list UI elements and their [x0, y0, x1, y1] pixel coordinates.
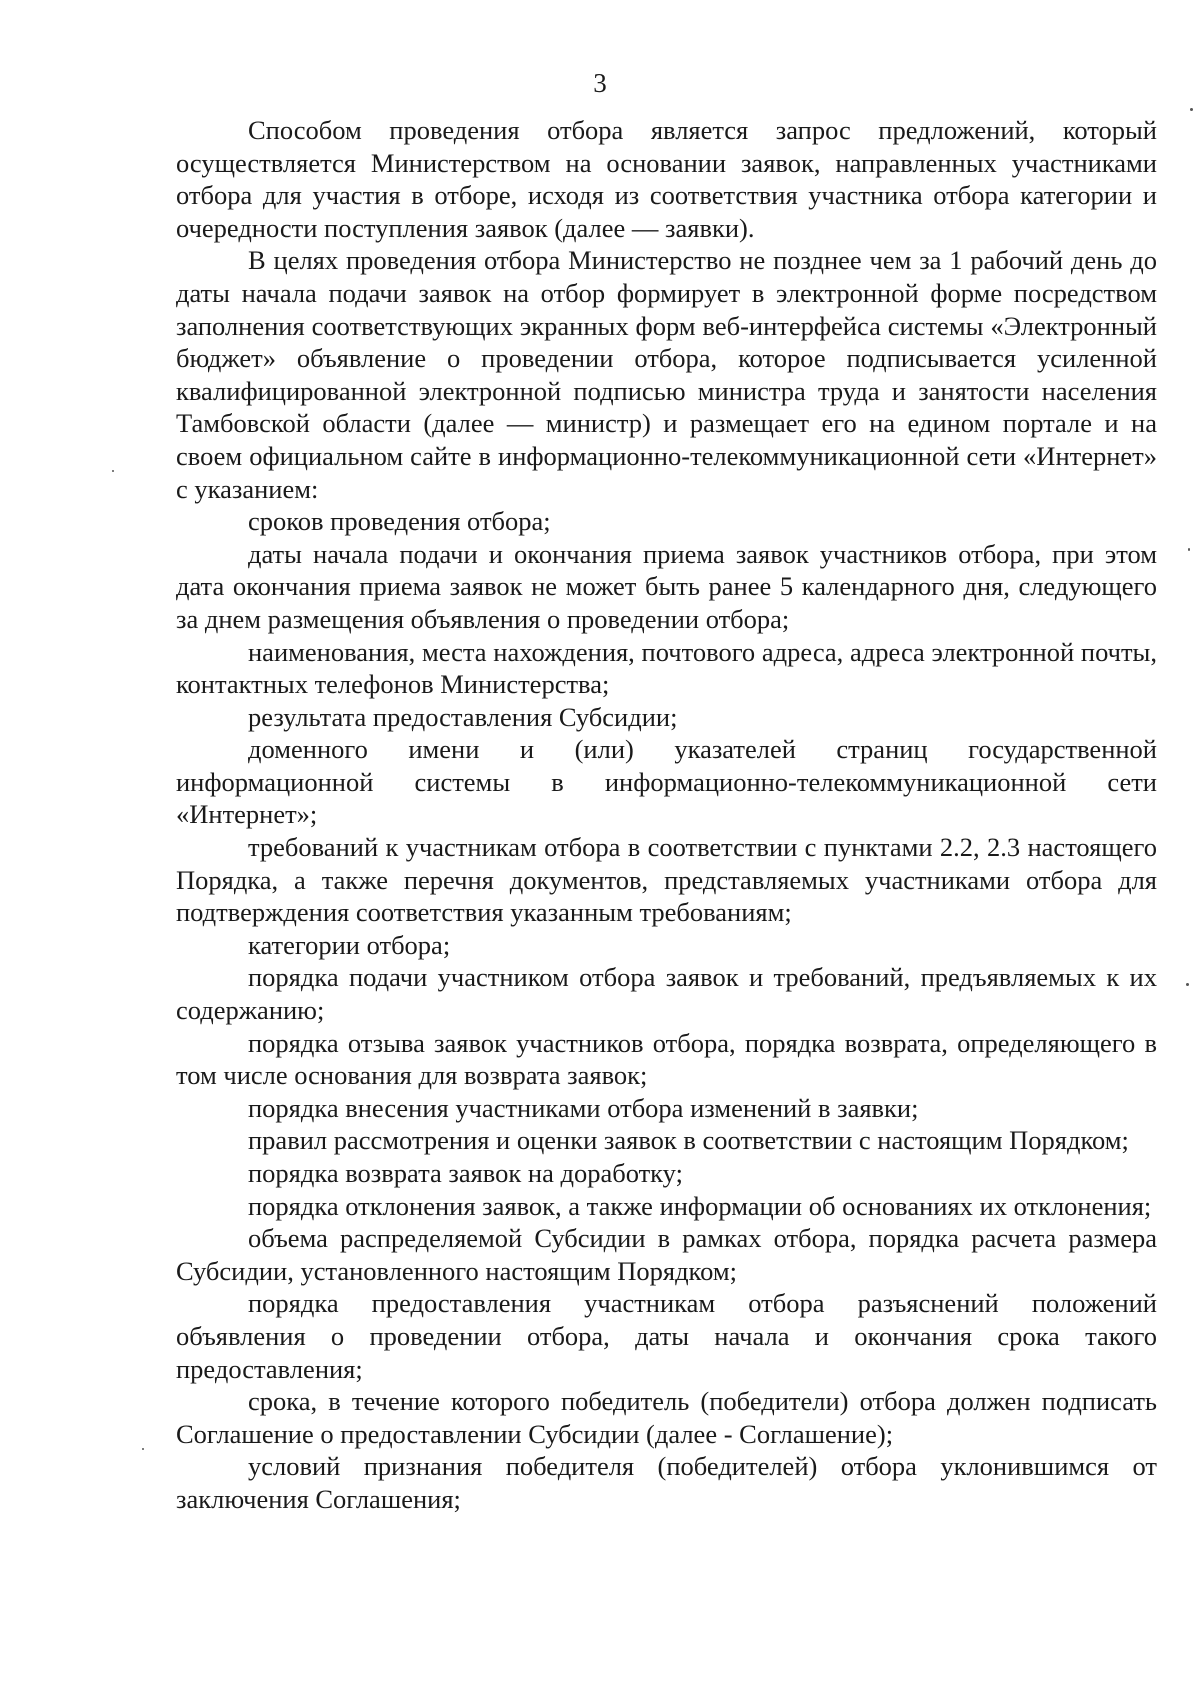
- scan-speck: [112, 470, 114, 472]
- list-item: наименования, места нахождения, почтового адреса, адреса электронной почты, контактных телефонов Министерства;: [176, 636, 1157, 700]
- list-item: порядка отклонения заявок, а также информации об основаниях их отклонения;: [248, 1190, 1152, 1221]
- list-item: порядка внесения участниками отбора изменений в заявки;: [248, 1092, 919, 1123]
- list-item: порядка отзыва заявок участников отбора, порядка возврата, определяющего в том числе основания для возврата заявок;: [176, 1027, 1157, 1091]
- list-item: условий признания победителя (победителей) отбора уклонившимся от заключения Соглашения;: [176, 1451, 1157, 1514]
- scan-speck: [1186, 983, 1189, 986]
- paragraph: Способом проведения отбора является запрос предложений, который осуществляется Министерством на основании заявок, направленных участниками отбора для участия в отборе, исходя из соответствия участника отбора категории и очередности поступления заявок (далее — заявки).: [176, 115, 1157, 243]
- list-item: требований к участникам отбора в соответствии с пунктами 2.2, 2.3 настоящего Порядка, а также перечня документов, представляемых участниками отбора для подтверждения соответствия указанным требованиям;: [176, 832, 1157, 928]
- scan-speck: [1190, 108, 1193, 111]
- document-body: [176, 114, 1157, 1516]
- list-item: даты начала подачи и окончания приема заявок участников отбора, при этом дата окончания приема заявок не может быть ранее 5 календарного дня, следующего за днем размещения объявления о проведении отбора;: [176, 538, 1157, 634]
- list-item: сроков проведения отбора;: [248, 506, 551, 537]
- list-item: объема распределяемой Субсидии в рамках отбора, порядка расчета размера Субсидии, установленного настоящим Порядком;: [176, 1223, 1157, 1286]
- page-number: 3: [593, 68, 607, 98]
- paragraph: В целях проведения отбора Министерство не позднее чем за 1 рабочий день до даты начала подачи заявок на отбор формирует в электронной форме посредством заполнения соответствующих экранных форм веб-интерфейса системы «Электронный бюджет» объявление о проведении отбора, которое подписывается усиленной квалифицированной электронной подписью министра труда и занятости населения Тамбовской области (далее — министр) и размещает его на едином портале и на своем официальном сайте в информационно-телекоммуникационной сети «Интернет» с указанием:: [176, 245, 1157, 504]
- scan-speck: [142, 1448, 144, 1450]
- list-item: доменного имени и (или) указателей страниц государственной информационной системы в информационно-телекоммуникационной сети «Интернет»;: [176, 734, 1157, 830]
- list-item: порядка возврата заявок на доработку;: [248, 1158, 683, 1188]
- list-item: категории отбора;: [248, 929, 451, 960]
- list-item: правил рассмотрения и оценки заявок в соответствии с настоящим Порядком;: [248, 1125, 1129, 1156]
- list-item: срока, в течение которого победитель (победители) отбора должен подписать Соглашение о предоставлении Субсидии (далее - Соглашение);: [176, 1386, 1157, 1449]
- list-item: порядка подачи участником отбора заявок и требований, предъявляемых к их содержанию;: [176, 962, 1157, 1026]
- scan-speck: [1188, 548, 1190, 551]
- list-item: порядка предоставления участникам отбора разъяснений положений объявления о проведении отбора, даты начала и окончания срока такого предоставления;: [176, 1288, 1157, 1384]
- list-item: результата предоставления Субсидии;: [248, 701, 678, 732]
